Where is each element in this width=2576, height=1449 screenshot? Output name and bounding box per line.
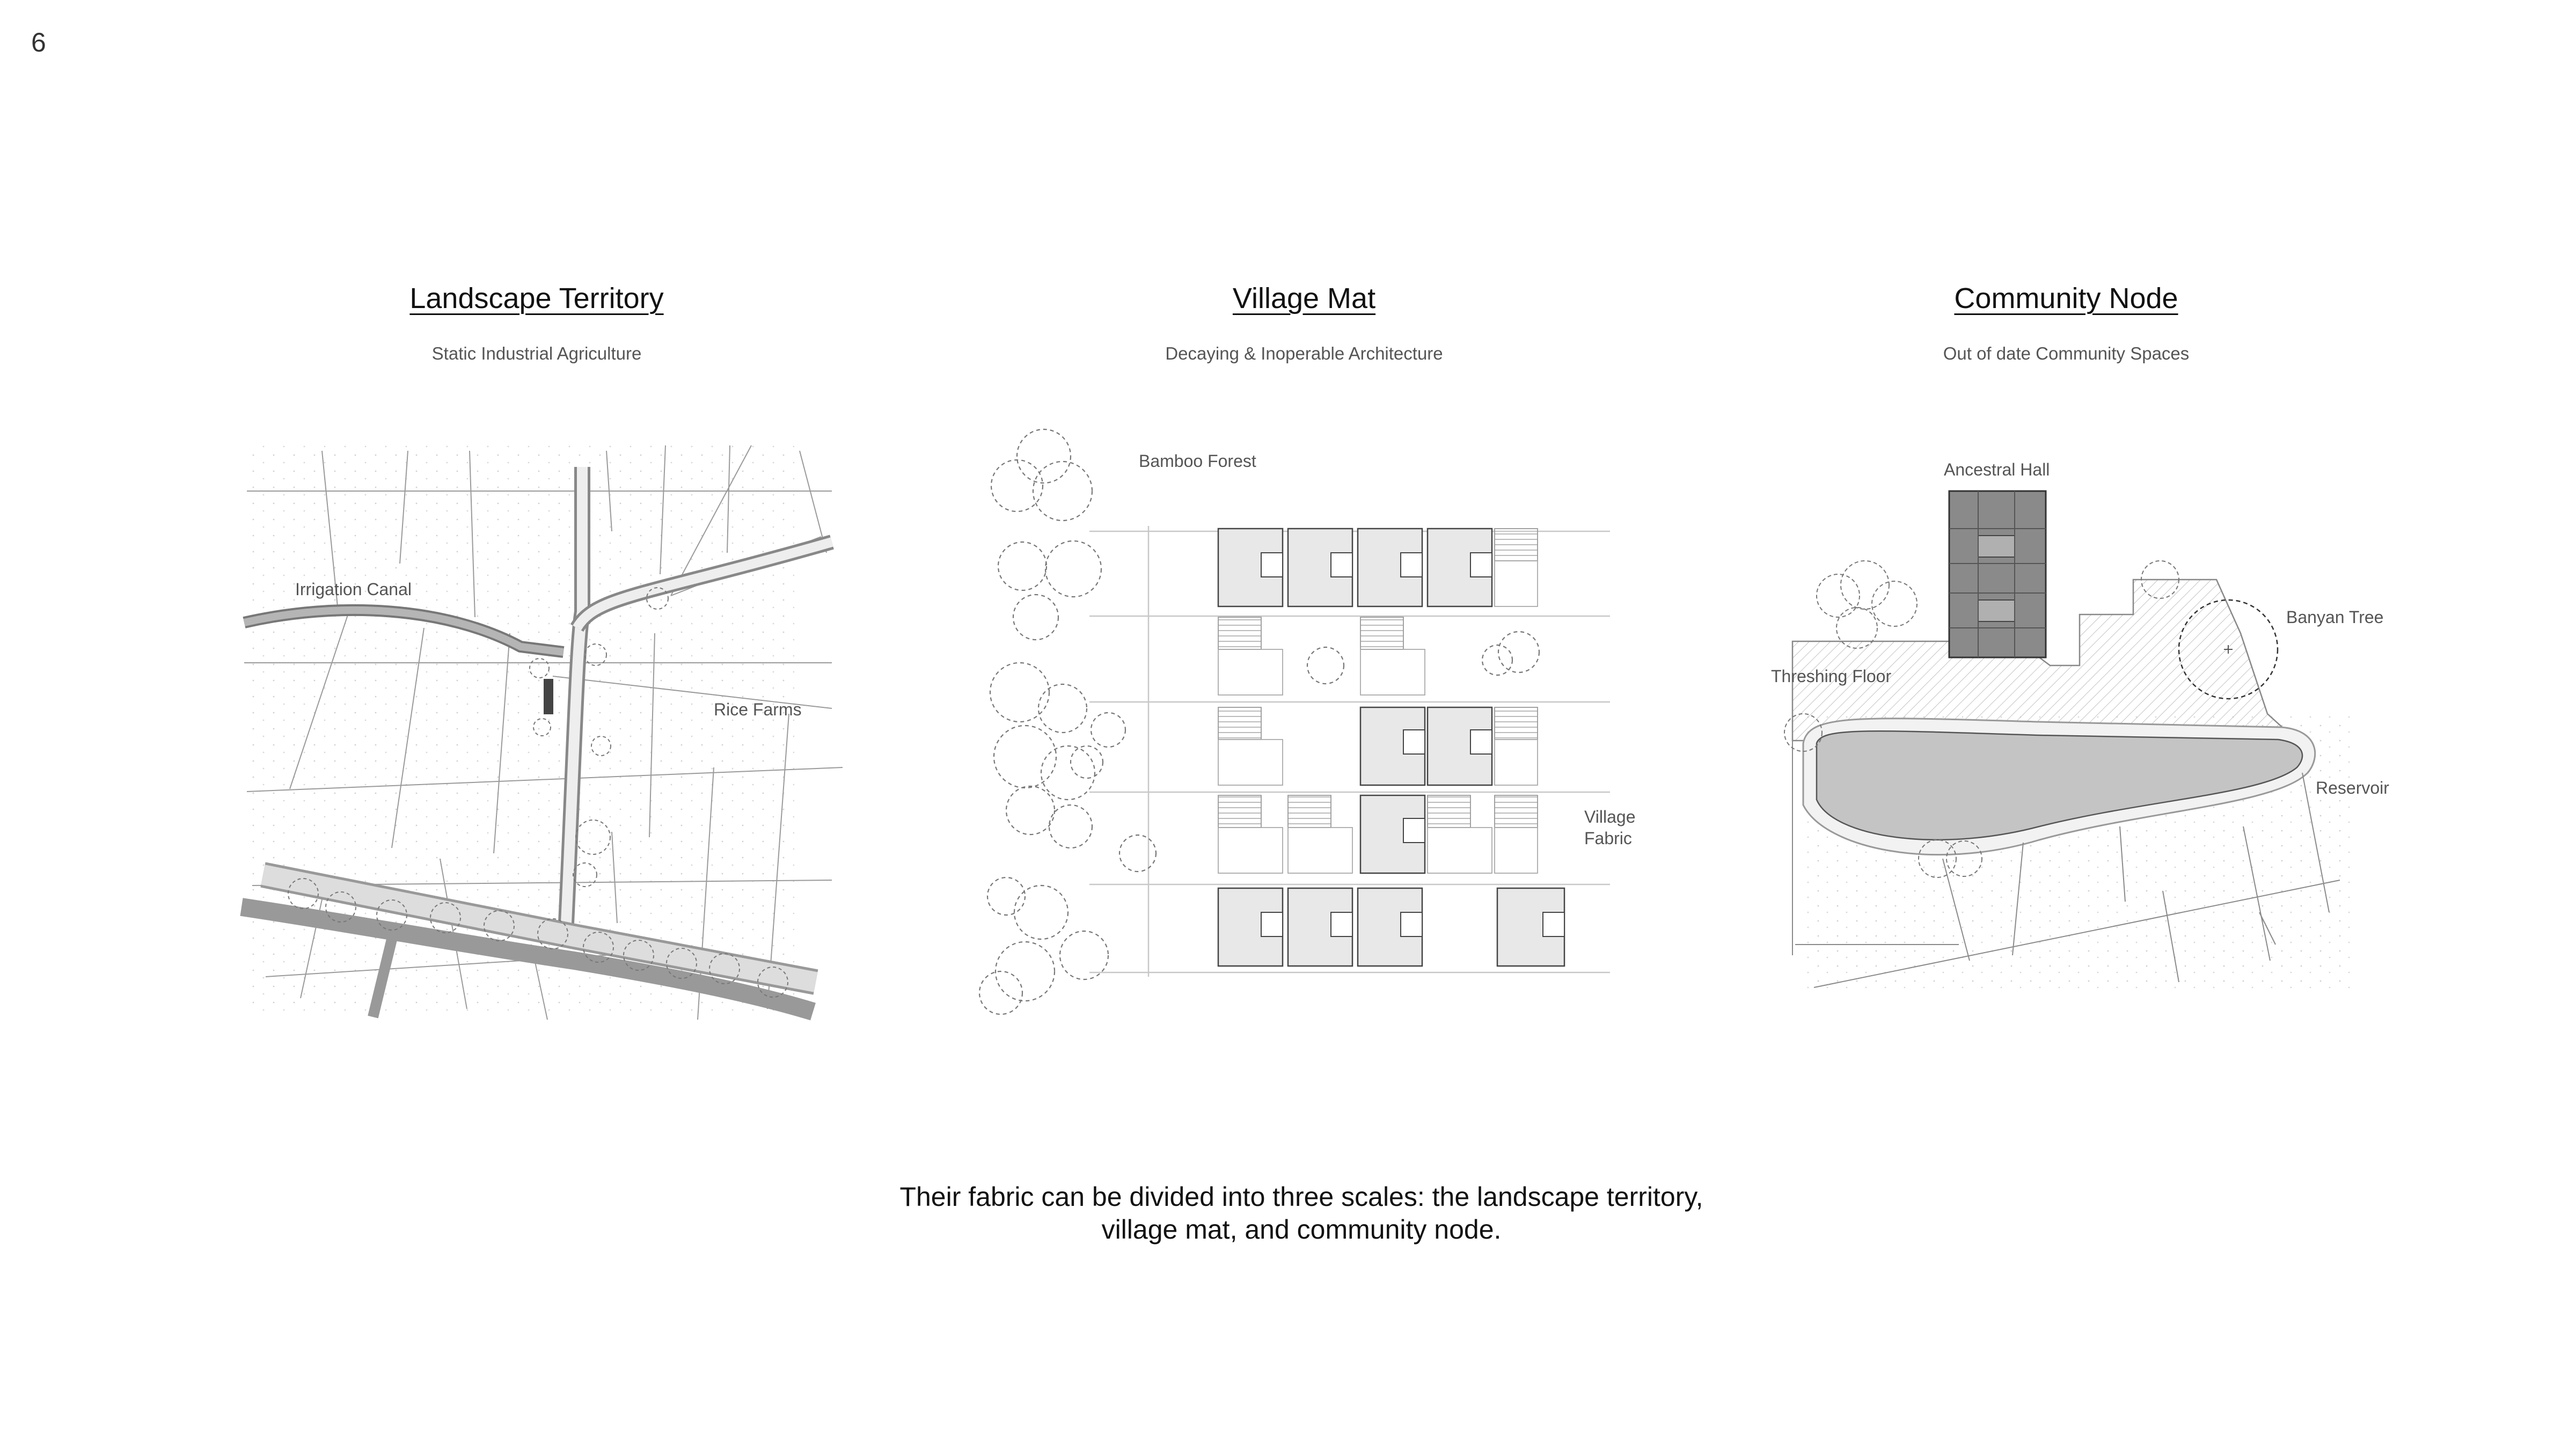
panel-subtitle: Static Industrial Agriculture [431, 343, 642, 363]
page-number: 6 [31, 27, 46, 57]
landscape-territory-plan [188, 0, 885, 1073]
panel-subtitle: Out of date Community Spaces [1943, 343, 2190, 363]
label-village-fabric-line2: Fabric [1584, 829, 1632, 848]
label-rice-farms: Rice Farms [714, 700, 802, 719]
panel-landscape-territory [188, 0, 885, 1073]
label-irrigation-canal: Irrigation Canal [295, 580, 412, 599]
panel-village-mat [955, 0, 1653, 1073]
farm-building [544, 679, 553, 714]
label-reservoir: Reservoir [2316, 778, 2389, 797]
label-ancestral-hall: Ancestral Hall [1944, 460, 2050, 479]
label-village-fabric-line1: Village [1584, 807, 1636, 826]
ancestral-hall [1949, 491, 2046, 657]
houses [1218, 529, 1564, 966]
label-banyan-tree: Banyan Tree [2286, 608, 2384, 627]
label-bamboo-forest: Bamboo Forest [1139, 451, 1256, 471]
panel-community-node [1717, 0, 2415, 1073]
panel-title: Landscape Territory [409, 282, 664, 314]
community-node-plan [1717, 0, 2415, 1073]
panel-subtitle: Decaying & Inoperable Architecture [1165, 343, 1443, 363]
label-threshing-floor: Threshing Floor [1771, 667, 1892, 686]
panel-title: Community Node [1954, 282, 2178, 314]
house-rooms [1261, 553, 1564, 936]
panel-title: Village Mat [1232, 282, 1376, 314]
village-mat-plan [955, 0, 1653, 1073]
caption-text: Their fabric can be divided into three scales: the landscape territory, village mat, and community node. [899, 1182, 1703, 1245]
